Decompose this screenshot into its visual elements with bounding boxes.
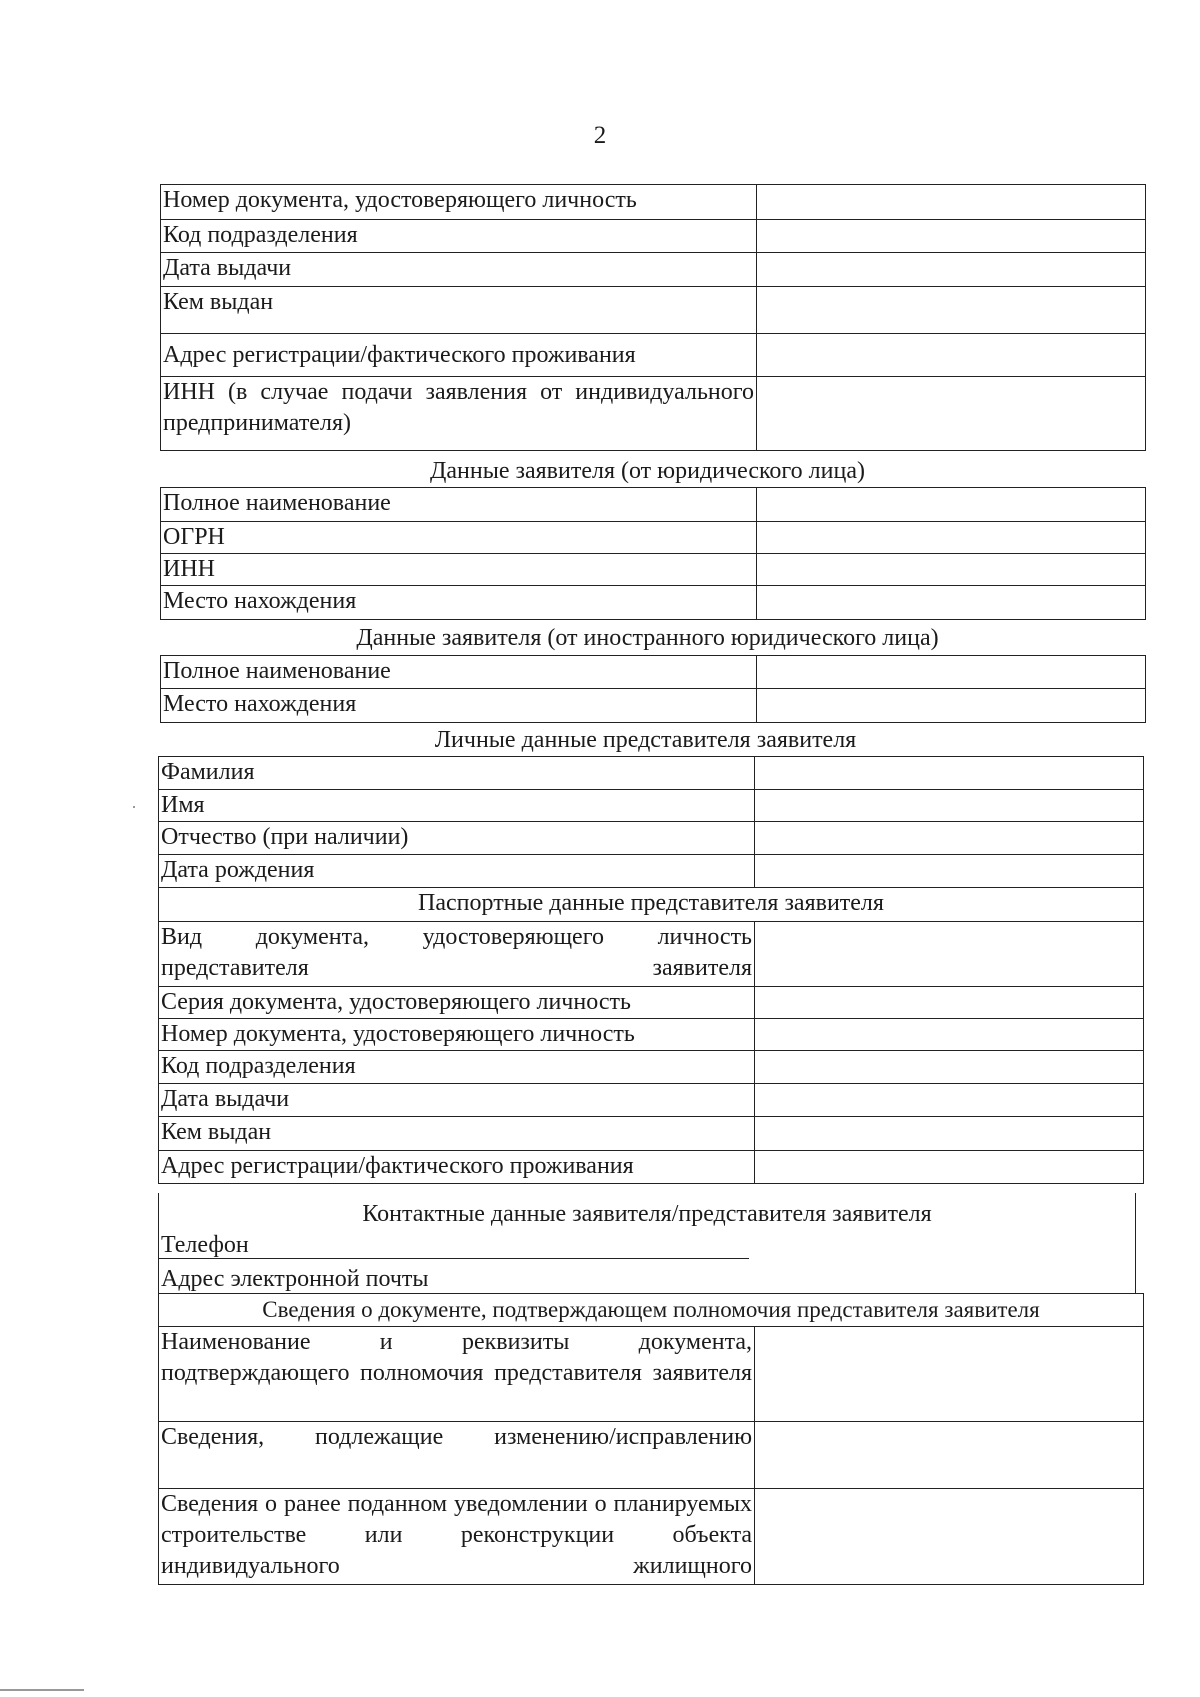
row-value-field[interactable] bbox=[757, 656, 1146, 689]
row-value-field[interactable] bbox=[757, 488, 1146, 522]
row-label: Полное наименование bbox=[161, 656, 757, 689]
row-label: Дата выдачи bbox=[161, 253, 757, 287]
legal-entity-table bbox=[160, 487, 1146, 620]
row-value-field[interactable] bbox=[757, 377, 1146, 451]
contacts-heading: Контактные данные заявителя/представителя заявителя bbox=[362, 1201, 932, 1227]
foreign-legal-entity-table bbox=[160, 655, 1146, 723]
row-label: ИНН (в случае подачи заявления от индивидуального предпринимателя) bbox=[161, 377, 757, 451]
scan-artifact-line bbox=[0, 1689, 84, 1691]
row-label: Сведения, подлежащие изменению/исправлению bbox=[159, 1422, 755, 1489]
row-label: Место нахождения bbox=[161, 586, 757, 620]
authority-document-table bbox=[158, 1293, 1144, 1585]
row-value-field[interactable] bbox=[755, 922, 1144, 987]
legal-entity-heading: Данные заявителя (от юридического лица) bbox=[430, 458, 865, 484]
email-line[interactable] bbox=[159, 1264, 1135, 1295]
authority-document-heading: Сведения о документе, подтверждающем полномочия представителя заявителя bbox=[159, 1294, 1144, 1327]
row-label: ИНН bbox=[161, 554, 757, 586]
row-value-field[interactable] bbox=[755, 987, 1144, 1019]
row-value-field[interactable] bbox=[755, 822, 1144, 855]
email-label: Адрес электронной почты bbox=[161, 1266, 429, 1292]
row-label: Адрес регистрации/фактического проживания bbox=[159, 1151, 755, 1184]
row-value-field[interactable] bbox=[755, 1084, 1144, 1117]
row-label: Адрес регистрации/фактического проживания bbox=[161, 334, 757, 377]
row-label: ОГРН bbox=[161, 522, 757, 554]
row-label: Дата рождения bbox=[159, 855, 755, 888]
row-label: Отчество (при наличии) bbox=[159, 822, 755, 855]
row-value-field[interactable] bbox=[757, 554, 1146, 586]
representative-passport-heading: Паспортные данные представителя заявителя bbox=[159, 888, 1144, 922]
applicant-ip-table bbox=[160, 184, 1146, 451]
representative-personal-heading: Личные данные представителя заявителя bbox=[434, 727, 857, 753]
row-value-field[interactable] bbox=[757, 220, 1146, 253]
contacts-block bbox=[158, 1193, 1136, 1294]
row-value-field[interactable] bbox=[757, 253, 1146, 287]
row-value-field[interactable] bbox=[755, 757, 1144, 790]
row-value-field[interactable] bbox=[755, 1117, 1144, 1151]
phone-label: Телефон bbox=[161, 1232, 249, 1258]
row-label: Кем выдан bbox=[159, 1117, 755, 1151]
row-value-field[interactable] bbox=[757, 185, 1146, 220]
row-value-field[interactable] bbox=[755, 790, 1144, 822]
row-value-field[interactable] bbox=[757, 287, 1146, 334]
row-value-field[interactable] bbox=[757, 689, 1146, 723]
row-value-field[interactable] bbox=[755, 1019, 1144, 1051]
foreign-legal-entity-heading: Данные заявителя (от иностранного юридического лица) bbox=[356, 625, 939, 651]
row-value-field[interactable] bbox=[755, 1422, 1144, 1489]
row-label: Наименование и реквизиты документа, подтверждающего полномочия представителя заявителя bbox=[159, 1327, 755, 1422]
row-value-field[interactable] bbox=[755, 1151, 1144, 1184]
row-value-field[interactable] bbox=[755, 855, 1144, 888]
row-label: Фамилия bbox=[159, 757, 755, 790]
row-label: Вид документа, удостоверяющего личность представителя заявителя bbox=[159, 922, 755, 987]
row-label: Место нахождения bbox=[161, 689, 757, 723]
phone-line[interactable] bbox=[159, 1230, 1135, 1261]
phone-underline bbox=[159, 1258, 749, 1259]
row-label: Дата выдачи bbox=[159, 1084, 755, 1117]
row-value-field[interactable] bbox=[755, 1051, 1144, 1084]
row-label: Сведения о ранее поданном уведомлении о планируемых строительстве или реконструкции объекта индивидуального жилищного bbox=[159, 1489, 755, 1585]
row-value-field[interactable] bbox=[755, 1327, 1144, 1422]
row-label: Номер документа, удостоверяющего личность bbox=[161, 185, 757, 220]
row-label: Номер документа, удостоверяющего личность bbox=[159, 1019, 755, 1051]
row-label: Кем выдан bbox=[161, 287, 757, 334]
row-value-field[interactable] bbox=[757, 586, 1146, 620]
row-value-field[interactable] bbox=[755, 1489, 1144, 1585]
row-label: Серия документа, удостоверяющего личность bbox=[159, 987, 755, 1019]
row-value-field[interactable] bbox=[757, 334, 1146, 377]
row-value-field[interactable] bbox=[757, 522, 1146, 554]
row-label: Имя bbox=[159, 790, 755, 822]
row-label: Код подразделения bbox=[161, 220, 757, 253]
page-number: 2 bbox=[593, 122, 607, 149]
representative-personal-table bbox=[158, 756, 1144, 1184]
row-label: Код подразделения bbox=[159, 1051, 755, 1084]
scan-artifact-dot bbox=[133, 806, 135, 808]
row-label: Полное наименование bbox=[161, 488, 757, 522]
